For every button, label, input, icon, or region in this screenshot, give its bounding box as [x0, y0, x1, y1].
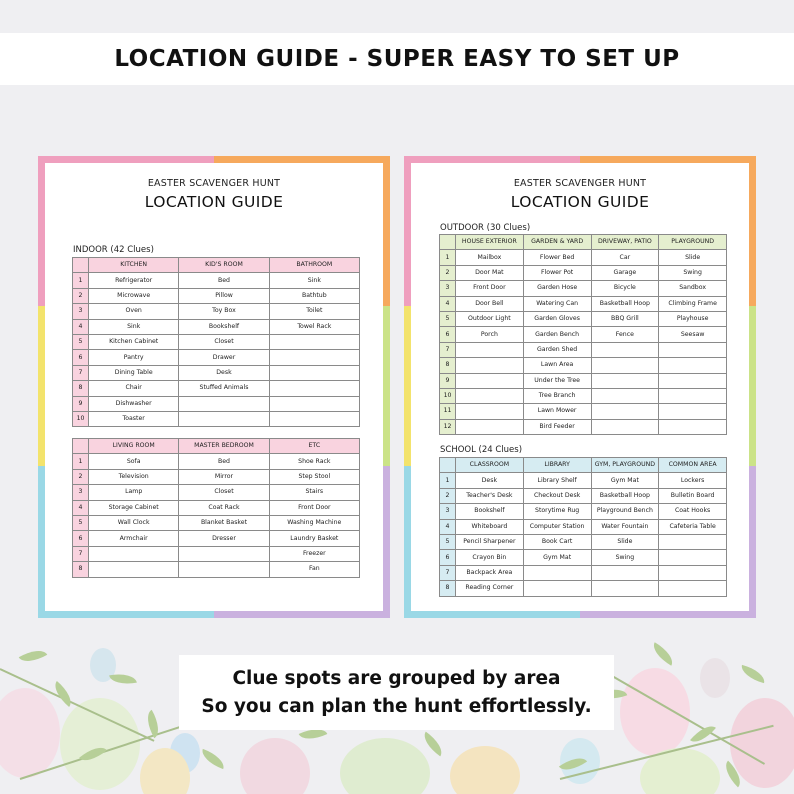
location-cell [659, 565, 727, 580]
column-header: CLASSROOM [456, 458, 524, 473]
location-cell: Refrigerator [89, 273, 179, 288]
location-cell: Gym Mat [591, 473, 659, 488]
location-cell: Desk [456, 473, 524, 488]
border-segment [38, 156, 214, 163]
location-cell: Lamp [89, 485, 179, 500]
location-cell: Door Mat [456, 265, 524, 280]
row-number: 8 [73, 562, 89, 577]
border-segment [38, 466, 45, 618]
location-cell: Sofa [89, 454, 179, 469]
location-cell: Garden Gloves [523, 311, 591, 326]
table-header-row [440, 458, 727, 473]
table-row [73, 396, 360, 411]
location-cell: Garden Bench [523, 327, 591, 342]
table-row [73, 411, 360, 426]
table-row [440, 534, 727, 549]
location-cell: Coat Hooks [659, 504, 727, 519]
table-row [73, 334, 360, 349]
location-cell [456, 404, 524, 419]
location-cell [591, 358, 659, 373]
section-label: INDOOR (42 Clues) [73, 245, 154, 255]
border-segment [38, 611, 214, 618]
table-row [73, 319, 360, 334]
location-cell: BBQ Grill [591, 311, 659, 326]
row-number: 3 [73, 304, 89, 319]
location-cell [179, 562, 269, 577]
border-segment [580, 156, 756, 163]
row-number: 4 [73, 319, 89, 334]
row-number: 4 [440, 296, 456, 311]
border-segment [38, 306, 45, 466]
location-cell: Flower Pot [523, 265, 591, 280]
table-row [73, 515, 360, 530]
location-cell: Swing [591, 550, 659, 565]
location-cell [269, 365, 359, 380]
location-cell: Television [89, 469, 179, 484]
row-number: 1 [73, 273, 89, 288]
border-segment [580, 611, 756, 618]
table-row [440, 342, 727, 357]
location-cell: Garden Shed [523, 342, 591, 357]
location-cell: Stairs [269, 485, 359, 500]
row-number: 6 [440, 550, 456, 565]
row-number: 9 [440, 373, 456, 388]
border-segment [383, 466, 390, 618]
location-cell: Slide [591, 534, 659, 549]
column-header: DRIVEWAY, PATIO [591, 235, 659, 250]
row-number: 12 [440, 419, 456, 434]
table-row [440, 358, 727, 373]
table-row [73, 500, 360, 515]
location-cell [591, 419, 659, 434]
location-cell: Under the Tree [523, 373, 591, 388]
indoor-table-1 [72, 257, 360, 427]
row-number: 5 [440, 311, 456, 326]
location-cell: Front Door [456, 281, 524, 296]
location-cell [591, 565, 659, 580]
location-cell: Bulletin Board [659, 488, 727, 503]
location-cell: Fan [269, 562, 359, 577]
location-cell: Bed [179, 273, 269, 288]
location-cell: Storage Cabinet [89, 500, 179, 515]
row-number: 2 [73, 469, 89, 484]
location-cell: Bookshelf [456, 504, 524, 519]
border-segment [383, 156, 390, 306]
leaf [419, 732, 447, 757]
table-header-row [73, 439, 360, 454]
border-segment [214, 611, 390, 618]
row-number: 11 [440, 404, 456, 419]
location-cell: Freezer [269, 546, 359, 561]
location-cell: Swing [659, 265, 727, 280]
location-cell: Car [591, 250, 659, 265]
row-number: 7 [440, 565, 456, 580]
location-cell: Computer Station [523, 519, 591, 534]
location-cell: Water Fountain [591, 519, 659, 534]
location-cell: Basketball Hoop [591, 296, 659, 311]
row-number: 5 [440, 534, 456, 549]
table-row [440, 388, 727, 403]
location-cell: Seesaw [659, 327, 727, 342]
location-cell [659, 373, 727, 388]
table-row [73, 381, 360, 396]
row-number: 8 [73, 381, 89, 396]
location-cell [523, 581, 591, 596]
banner-title: LOCATION GUIDE - SUPER EASY TO SET UP [114, 46, 680, 72]
header-corner-cell [73, 439, 89, 454]
table-row [440, 488, 727, 503]
location-cell: Microwave [89, 288, 179, 303]
border-segment [38, 156, 45, 306]
egg-image [450, 746, 520, 794]
leaf [199, 749, 228, 769]
row-number: 1 [440, 250, 456, 265]
location-cell [179, 546, 269, 561]
location-cell: Chair [89, 381, 179, 396]
location-cell [179, 411, 269, 426]
location-cell: Bookshelf [179, 319, 269, 334]
location-cell: Washing Machine [269, 515, 359, 530]
location-cell: Bathtub [269, 288, 359, 303]
location-cell [659, 342, 727, 357]
location-cell: Garage [591, 265, 659, 280]
location-cell: Front Door [269, 500, 359, 515]
location-cell [456, 342, 524, 357]
location-cell: Bed [179, 454, 269, 469]
table-row [440, 419, 727, 434]
location-cell: Playhouse [659, 311, 727, 326]
table-row [440, 373, 727, 388]
column-header: BATHROOM [269, 258, 359, 273]
table-row [440, 581, 727, 596]
location-cell: Fence [591, 327, 659, 342]
table-row [440, 327, 727, 342]
location-cell: Blanket Basket [179, 515, 269, 530]
border-segment [404, 306, 411, 466]
location-cell: Bird Feeder [523, 419, 591, 434]
location-cell: Toaster [89, 411, 179, 426]
location-cell: Library Shelf [523, 473, 591, 488]
row-number: 3 [73, 485, 89, 500]
location-cell: Sink [269, 273, 359, 288]
location-cell: Kitchen Cabinet [89, 334, 179, 349]
header-corner-cell [73, 258, 89, 273]
column-header: KITCHEN [89, 258, 179, 273]
row-number: 1 [73, 454, 89, 469]
location-cell: Step Stool [269, 469, 359, 484]
location-cell: Toy Box [179, 304, 269, 319]
location-cell: Toilet [269, 304, 359, 319]
location-cell [659, 388, 727, 403]
table-row [73, 546, 360, 561]
location-cell [456, 373, 524, 388]
location-cell: Armchair [89, 531, 179, 546]
caption-box [179, 655, 614, 730]
section-label: SCHOOL (24 Clues) [440, 445, 523, 455]
row-number: 3 [440, 504, 456, 519]
location-cell: Backpack Area [456, 565, 524, 580]
row-number: 6 [73, 350, 89, 365]
location-cell: Book Cart [523, 534, 591, 549]
table-row [440, 519, 727, 534]
leaf [649, 642, 678, 665]
indoor-table-2 [72, 438, 360, 578]
location-cell: Flower Bed [523, 250, 591, 265]
location-cell: Drawer [179, 350, 269, 365]
location-cell: Gym Mat [523, 550, 591, 565]
row-number: 8 [440, 581, 456, 596]
location-cell: Slide [659, 250, 727, 265]
row-number: 9 [73, 396, 89, 411]
location-cell: Stuffed Animals [179, 381, 269, 396]
border-segment [749, 306, 756, 466]
location-cell [179, 396, 269, 411]
location-cell: Bicycle [591, 281, 659, 296]
location-cell [269, 411, 359, 426]
row-number: 4 [440, 519, 456, 534]
row-number: 5 [73, 515, 89, 530]
row-number: 2 [440, 488, 456, 503]
table-row [440, 404, 727, 419]
location-cell [659, 404, 727, 419]
caption-line-2: So you can plan the hunt effortlessly. [201, 696, 592, 717]
table-row [440, 265, 727, 280]
location-cell: Lawn Mower [523, 404, 591, 419]
row-number: 1 [440, 473, 456, 488]
egg-image [620, 668, 690, 756]
location-cell: Desk [179, 365, 269, 380]
border-segment [749, 466, 756, 618]
location-cell: Mirror [179, 469, 269, 484]
location-cell: Sink [89, 319, 179, 334]
location-cell [659, 358, 727, 373]
location-cell: Towel Rack [269, 319, 359, 334]
table-row [73, 273, 360, 288]
location-cell [591, 581, 659, 596]
row-number: 4 [73, 500, 89, 515]
location-cell [456, 419, 524, 434]
border-segment [749, 156, 756, 306]
row-number: 8 [440, 358, 456, 373]
location-cell: Outdoor Light [456, 311, 524, 326]
location-cell [591, 373, 659, 388]
location-cell [89, 546, 179, 561]
row-number: 7 [440, 342, 456, 357]
location-cell: Wall Clock [89, 515, 179, 530]
egg-image [730, 698, 794, 788]
location-cell [659, 419, 727, 434]
leaf [739, 665, 767, 683]
section-label: OUTDOOR (30 Clues) [440, 223, 531, 233]
table-header-row [73, 258, 360, 273]
row-number: 10 [73, 411, 89, 426]
table-row [73, 562, 360, 577]
doc-title: LOCATION GUIDE [510, 193, 650, 211]
row-number: 2 [440, 265, 456, 280]
left-page [38, 156, 390, 618]
doc-subtitle: EASTER SCAVENGER HUNT [147, 178, 281, 189]
egg-image [0, 688, 60, 778]
top-banner [0, 33, 794, 85]
header-corner-cell [440, 235, 456, 250]
location-cell [659, 534, 727, 549]
column-header: MASTER BEDROOM [179, 439, 269, 454]
table-row [440, 550, 727, 565]
location-cell: Whiteboard [456, 519, 524, 534]
row-number: 6 [440, 327, 456, 342]
doc-subtitle: EASTER SCAVENGER HUNT [513, 178, 647, 189]
location-cell [89, 562, 179, 577]
location-cell: Reading Corner [456, 581, 524, 596]
egg-image [340, 738, 430, 794]
border-segment [404, 466, 411, 618]
leaf [19, 644, 48, 667]
location-cell: Mailbox [456, 250, 524, 265]
location-cell: Pantry [89, 350, 179, 365]
table-row [73, 469, 360, 484]
location-cell: Teacher's Desk [456, 488, 524, 503]
location-cell: Lockers [659, 473, 727, 488]
location-cell [523, 565, 591, 580]
location-cell: Crayon Bin [456, 550, 524, 565]
location-cell: Garden Hose [523, 281, 591, 296]
row-number: 5 [73, 334, 89, 349]
column-header: LIBRARY [523, 458, 591, 473]
page-content [411, 163, 749, 611]
row-number: 10 [440, 388, 456, 403]
location-cell: Door Bell [456, 296, 524, 311]
column-header: COMMON AREA [659, 458, 727, 473]
table-row [73, 288, 360, 303]
location-cell: Porch [456, 327, 524, 342]
header-corner-cell [440, 458, 456, 473]
location-cell: Pencil Sharpener [456, 534, 524, 549]
location-cell: Cafeteria Table [659, 519, 727, 534]
location-cell: Storytime Rug [523, 504, 591, 519]
row-number: 7 [73, 365, 89, 380]
right-page [404, 156, 756, 618]
location-cell: Shoe Rack [269, 454, 359, 469]
column-header: GARDEN & YARD [523, 235, 591, 250]
table-row [440, 250, 727, 265]
location-cell: Closet [179, 485, 269, 500]
row-number: 7 [73, 546, 89, 561]
location-cell: Checkout Desk [523, 488, 591, 503]
location-cell [269, 396, 359, 411]
table-row [73, 350, 360, 365]
column-header: HOUSE EXTERIOR [456, 235, 524, 250]
location-cell: Lawn Area [523, 358, 591, 373]
location-cell [591, 404, 659, 419]
egg-image [240, 738, 310, 794]
row-number: 6 [73, 531, 89, 546]
location-cell: Closet [179, 334, 269, 349]
border-segment [404, 156, 580, 163]
table-row [73, 304, 360, 319]
border-segment [404, 611, 580, 618]
table-row [440, 504, 727, 519]
location-cell [456, 358, 524, 373]
column-header: PLAYGROUND [659, 235, 727, 250]
border-segment [383, 306, 390, 466]
location-cell: Dining Table [89, 365, 179, 380]
location-cell: Dishwasher [89, 396, 179, 411]
table-row [73, 485, 360, 500]
location-cell: Dresser [179, 531, 269, 546]
border-segment [214, 156, 390, 163]
page-content [45, 163, 383, 611]
table-row [440, 565, 727, 580]
table-row [440, 296, 727, 311]
location-cell: Oven [89, 304, 179, 319]
location-cell [269, 381, 359, 396]
location-cell [269, 334, 359, 349]
location-cell: Climbing Frame [659, 296, 727, 311]
column-header: KID'S ROOM [179, 258, 269, 273]
location-cell: Watering Can [523, 296, 591, 311]
table-row [440, 473, 727, 488]
border-segment [404, 156, 411, 306]
table-row [73, 454, 360, 469]
table-row [73, 365, 360, 380]
location-cell: Sandbox [659, 281, 727, 296]
row-number: 3 [440, 281, 456, 296]
doc-title: LOCATION GUIDE [144, 193, 284, 211]
location-cell: Laundry Basket [269, 531, 359, 546]
location-cell: Coat Rack [179, 500, 269, 515]
table-row [73, 531, 360, 546]
location-cell [269, 350, 359, 365]
location-cell: Basketball Hoop [591, 488, 659, 503]
location-cell [659, 550, 727, 565]
column-header: ETC [269, 439, 359, 454]
school-table [439, 457, 727, 597]
table-row [440, 311, 727, 326]
table-row [440, 281, 727, 296]
location-cell: Tree Branch [523, 388, 591, 403]
column-header: GYM, PLAYGROUND [591, 458, 659, 473]
row-number: 2 [73, 288, 89, 303]
location-cell [456, 388, 524, 403]
location-cell: Pillow [179, 288, 269, 303]
table-header-row [440, 235, 727, 250]
column-header: LIVING ROOM [89, 439, 179, 454]
egg-image [700, 658, 730, 698]
location-cell: Playground Bench [591, 504, 659, 519]
location-cell [591, 342, 659, 357]
location-cell [659, 581, 727, 596]
outdoor-table [439, 234, 727, 435]
caption-line-1: Clue spots are grouped by area [232, 668, 561, 689]
location-cell [591, 388, 659, 403]
